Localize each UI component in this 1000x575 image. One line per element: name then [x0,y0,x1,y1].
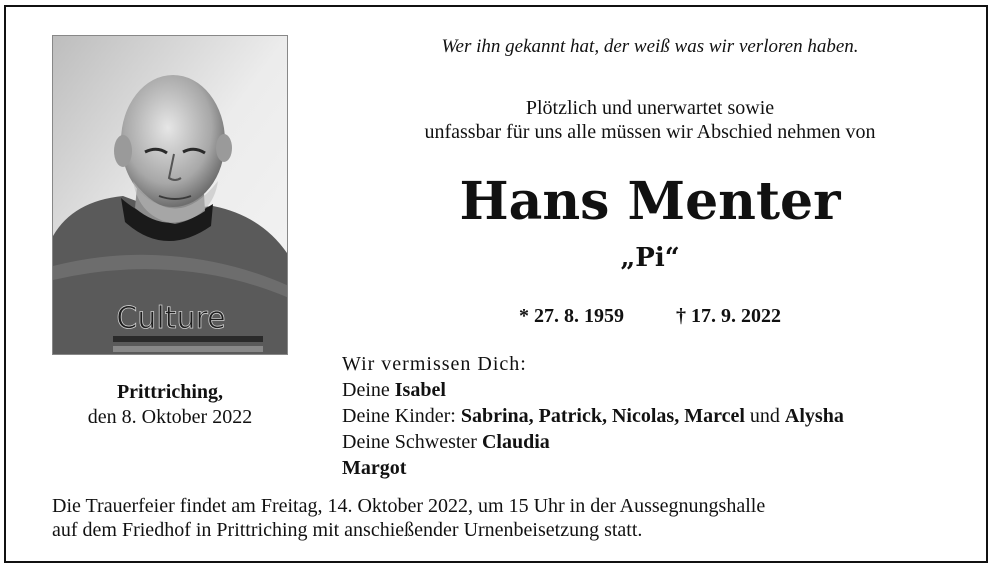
place-city: Prittriching, [116,381,224,403]
children-names: Sabrina, Patrick, Nicolas, Marcel [460,405,745,427]
family-list [342,351,844,481]
other-name: Margot [342,457,407,479]
family-partner [342,377,844,403]
birth-date: * 27. 8. 1959 [519,305,624,327]
family-heading: Wir vermissen Dich: [342,353,527,375]
death-date: † 17. 9. 2022 [676,305,781,327]
sister-name: Claudia [481,431,550,453]
life-dates [330,305,970,328]
children-last: Alysha [784,405,844,427]
family-sister [342,429,844,455]
nickname: „Pi“ [620,243,680,273]
motto: Wer ihn gekannt hat, der weiß was wir verloren haben. [441,36,859,57]
children-and: und [749,405,780,427]
deceased-name: Hans Menter [459,171,841,232]
place-date: den 8. Oktober 2022 [87,406,253,428]
partner-prefix: Deine [342,379,390,401]
funeral-info [52,494,765,542]
family-other [342,455,844,481]
portrait-photo [52,35,288,355]
intro-line-1: Plötzlich und unerwartet sowie [525,97,775,119]
funeral-line-1: Die Trauerfeier findet am Freitag, 14. Oktober 2022, um 15 Uhr in der Aussegnungshalle [52,495,766,517]
place-and-date [40,380,300,430]
partner-name: Isabel [394,379,446,401]
family-children [342,403,844,429]
sister-prefix: Deine Schwester [342,431,477,453]
intro-text [330,96,970,144]
funeral-line-2: auf dem Friedhof in Prittriching mit anschießender Urnenbeisetzung statt. [52,519,643,541]
children-prefix: Deine Kinder: [342,405,456,427]
shirt-print-text: Culture [116,301,226,336]
intro-line-2: unfassbar für uns alle müssen wir Abschied nehmen von [424,121,876,143]
